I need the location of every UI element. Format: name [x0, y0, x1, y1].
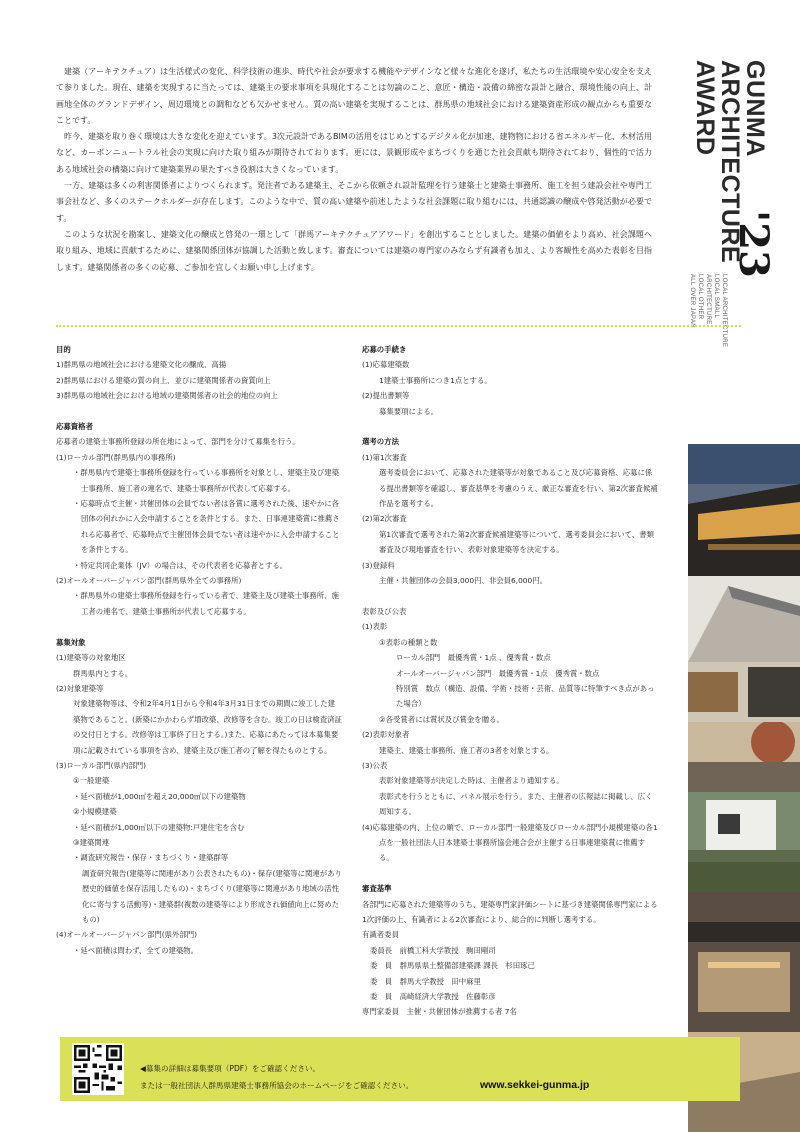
target-item: (1)建築等の対象地区 — [56, 653, 126, 663]
target-item: (2)対象建築等 — [56, 683, 104, 693]
selection-item: (1)第1次審査 — [362, 452, 407, 462]
member-item: 委 員 高崎経済大学教授 佐藤彰彦 — [370, 992, 496, 1002]
selection-detail: 第1次審査で選考された第2次審査候補建築等について、選考委員会において、書類審査及び現地審査を行い、表彰対象建築等を決定する。 — [379, 529, 655, 555]
eligibility-local-bullet: ・群馬県内で建築士事務所登録を行っている事務所を対象とし、建築主及び建築士事務所、施工者の連名で、建築士事務所が代表して応募する。 — [73, 468, 340, 493]
footer-note: ◀募集の詳細は募集要項（PDF）をご確認ください。 — [140, 1064, 321, 1073]
procedure-detail: 1建築士事務所につき1点とする。 — [379, 375, 492, 385]
intro-paragraph: 一方、建築は多くの利害関係者によりつくられます。発注者である建築主、そこから依頼され設計監理を行う建築士と建築士事務所、施工を担う建設会社や専門工事会社など、多くのステークホルダーが存在します。このような中で、質の高い建築や前述したような社会課題に取り組むには、共通認識の醸成や啓発活動が必要です。 — [56, 181, 652, 223]
footer-note-website: または一般社団法人群馬県建築士事務所協会のホームページをご確認ください。 — [140, 1081, 414, 1090]
intro-text — [56, 64, 652, 276]
selection-detail: 主催・共催団体の会員3,000円、非会員6,000円。 — [379, 576, 547, 586]
eligibility-local-bullet: ・特定共同企業体（JV）の場合は、その代表者を応募者とする。 — [73, 560, 288, 570]
award-item: (2)表彰対象者 — [362, 730, 410, 740]
criteria-text: 各部門に応募された建築等のうち、建築専門家評価シートに基づき建築関係専門家による1次評価の上、有識者による2次審査により、総合的に判断し選考する。 — [362, 899, 658, 924]
qr-code-icon[interactable] — [72, 1043, 124, 1095]
purpose-item: 3)群馬県の地域社会における地域の建築関係者の社会的地位の向上 — [56, 391, 278, 401]
award-subitem: ②各受賞者には賞状及び賞金を贈る。 — [379, 714, 504, 724]
intro-paragraph: このような状況を勘案し、建築文化の醸成と啓発の一環として「群馬アーキテクチュアアワード」を創出することとしました。建築の価値をより高め、社会課題へ取り組み、地域に貢献するために、建築関係団体が協調した活動と致します。審査については建築の専門家のみならず有識者も加え、より客観性を高めた表彰を目指します。建築関係者の多くの応募、ご参加を宜しくお願い申し上げます。 — [56, 229, 652, 272]
photo-building-night — [688, 444, 800, 576]
photo-strip — [688, 444, 800, 1132]
footer-banner — [60, 1037, 740, 1101]
award-detail: オールオーバージャパン部門 最優秀賞・1点 優秀賞・数点 — [396, 668, 600, 678]
award-title — [688, 60, 777, 350]
section-divider — [56, 325, 741, 327]
photo-white-house — [688, 792, 800, 862]
member-item: 専門家委員 主催・共催団体が推薦する者 7名 — [362, 1007, 517, 1017]
title-year: '23 — [730, 210, 777, 278]
photo-interior-hall — [688, 892, 800, 1032]
purpose-item: 1)群馬県の地域社会における建築文化の醸成、高揚 — [56, 360, 227, 370]
purpose-item: 2)群馬県における建築の質の向上、並びに建築関係者の資質向上 — [56, 375, 271, 385]
qr-code-graphic — [74, 1045, 122, 1093]
eligibility-all-japan: (2)オールオーバージャパン部門(群馬県外全ての事務所) — [56, 576, 242, 586]
photo-interior — [688, 662, 800, 722]
target-detail: ・延べ面積は問わず、全ての建築物。 — [73, 945, 199, 955]
procedure-detail: 募集要項による。 — [379, 406, 439, 416]
target-subitem: ①一般建築 — [73, 776, 110, 786]
right-column — [362, 342, 658, 1020]
website-link[interactable]: www.sekkei-gunma.jp — [480, 1079, 590, 1091]
intro-paragraph: 昨今、建築を取り巻く環境は大きな変化を迎えています。3次元設計であるBIMの活用をはじめとするデジタル化が加速、建物物における省エネルギー化、木材活用など、カーボンニュートラル社会の実現に向けた取り組みが期待されております。更には、景観形成やまちづくりを通じた社会貢献も期待されており、個性的で活力ある地域社会の構築に向けて建築業界の果たすべき役割は大きくなっています。 — [56, 132, 652, 174]
target-item: (3)ローカル部門(県内部門) — [56, 760, 146, 770]
award-detail: ローカル部門 最優秀賞・1点 、優秀賞・数点 — [396, 653, 551, 663]
award-detail: 特別賞 数点（構造、設備、学術・技術・芸術、品質等に特筆すべき点があった場合） — [396, 683, 655, 709]
award-detail: 表彰式を行うとともに、パネル展示を行う。また、主催者の広報誌に掲載し、広く周知する。 — [379, 791, 653, 817]
target-detail: ・延べ面積が1,000㎡を超え20,000㎡以下の建築物 — [73, 791, 246, 801]
member-item: 委 員 群馬県県土整備部建築課 課長 杉田琢己 — [370, 961, 535, 971]
photo-townscape — [688, 722, 800, 792]
target-detail: ・延べ面積が1,000㎡以下の建築物:戸建住宅を含む — [73, 822, 245, 832]
target-detail: 群馬県内とする。 — [73, 668, 133, 678]
target-subitem: ③建築関連 — [73, 837, 110, 847]
selection-item: (2)第2次審査 — [362, 514, 407, 524]
procedure-item: (2)提出書類等 — [362, 391, 410, 401]
eligibility-all-japan-bullet: ・群馬県外の建築士事務所登録を行っている者で、建築主及び建築士事務所、施工者の連名で、建築士事務所が代表して応募する。 — [73, 591, 339, 616]
category-local-small: LOCAL SMALL ARCHITECTURE — [705, 274, 719, 325]
award-subitem: ①表彰の種類と数 — [379, 637, 438, 647]
selection-item: (3)登録料 — [362, 560, 395, 570]
target-detail: ・調査研究報告・保存・まちづくり・建築群等 — [73, 853, 229, 863]
member-item: 委 員 群馬大学教授 田中麻里 — [370, 976, 481, 986]
selection-heading: 選考の方法 — [362, 437, 399, 447]
target-detail: 対象建築物等は、令和2年4月1日から令和4年3月31日までの期間に竣工した建築物であること。(新築にかかわらず増改築、改修等を含む。竣工の日は検査済証の交付日とする。改修等は工事終了日とする。)また、応募にあたっては本募集要項に記載されている事項を含め、建築主及び施工者の了解を得たものとする。 — [73, 699, 342, 755]
eligibility-intro: 応募者の建築士事務所登録の所在地によって、部門を分けて募集を行う。 — [56, 437, 300, 447]
eligibility-heading: 応募資格者 — [56, 422, 93, 432]
award-item: (3)公表 — [362, 760, 388, 770]
target-heading: 募集対象 — [56, 637, 86, 647]
award-detail: 表彰対象建築等が決定した時は、主催者より通知する。 — [379, 776, 564, 786]
procedure-heading: 応募の手続き — [362, 345, 407, 354]
members-heading: 有識者委員 — [362, 930, 399, 940]
category-local: LOCAL ARCHITECTURE — [721, 274, 727, 348]
criteria-heading: 審査基準 — [362, 884, 392, 894]
member-item: 委員長 前橋工科大学教授 駒田剛司 — [370, 945, 496, 955]
category-list — [688, 274, 728, 350]
eligibility-local: (1)ローカル部門(群馬県内の事務所) — [56, 452, 176, 462]
target-subitem: ②小規模建築 — [73, 807, 117, 817]
left-column — [56, 342, 342, 958]
procedure-item: (1)応募建築数 — [362, 360, 410, 370]
target-detail: 調査研究報告(建築等に関連があり公表されたもの)・保存(建築等に関連があり歴史的価値を保存活用したもの)・まちづくり(建築等に関連があり地域の活性化に寄与する活動等)・建築群(複数の建築等により形成され価値向上に努めたもの) — [82, 868, 342, 924]
eligibility-local-bullet: ・応募時点で主催・共催団体の会員でない者は各賞に選考された後、速やかに各団体の何れかに入会申請することを条件とする。また、日事連建築賞に推薦される応募者で、応募時点で主催団体会員でない者は速やかに入会申請することを条件とする。 — [73, 499, 340, 555]
award-item: (1)表彰 — [362, 622, 388, 632]
award-item: (4)応募建築の内、上位の順で、ローカル部門一般建築及びローカル部門小規模建築の各1点を一般社団法人日本建築士事務所協会連合会が主催する日事連建築賞に推薦する。 — [362, 822, 658, 863]
award-heading: 表彰及び公表 — [362, 606, 407, 616]
selection-detail: 選考委員会において、応募された建築等が対象であること及び応募資格、応募に係る提出書類等を確認し、審査基準を考慮のうえ、厳正な審査を行い、第2次審査候補作品を選考する。 — [379, 468, 658, 509]
title-text: GUNMA ARCHITECTURE AWARD — [691, 60, 769, 264]
photo-roof — [688, 576, 800, 662]
target-item: (4)オールオーバージャパン部門(県外部門) — [56, 930, 198, 940]
category-local-other: LOCAL OTHER — [697, 274, 703, 320]
category-all-japan: ALL OVER JAPAN — [689, 274, 695, 328]
intro-paragraph: 建築（アーキテクチュア）は生活様式の変化、科学技術の進歩、時代や社会が要求する機能やデザインなど様々な進化を遂げ、私たちの生活環境や安心安全を支えて参りました。現在、建築を実現するに当たっては、建築主の要求事項を具現化することは勿論のこと、意匠・構造・設備の綿密な設計と融合、環境性能の向上、計画地全体のグランドデザイン、周辺環境との調和なども欠かせません。質の高い建築を実現することは、群馬県の地域社会における建築資産形成の観点からも重要なことです。 — [56, 67, 652, 125]
photo-forest — [688, 862, 800, 892]
purpose-heading: 目的 — [56, 345, 71, 354]
award-detail: 建築主、建築士事務所、施工者の3者を対象とする。 — [379, 745, 554, 755]
